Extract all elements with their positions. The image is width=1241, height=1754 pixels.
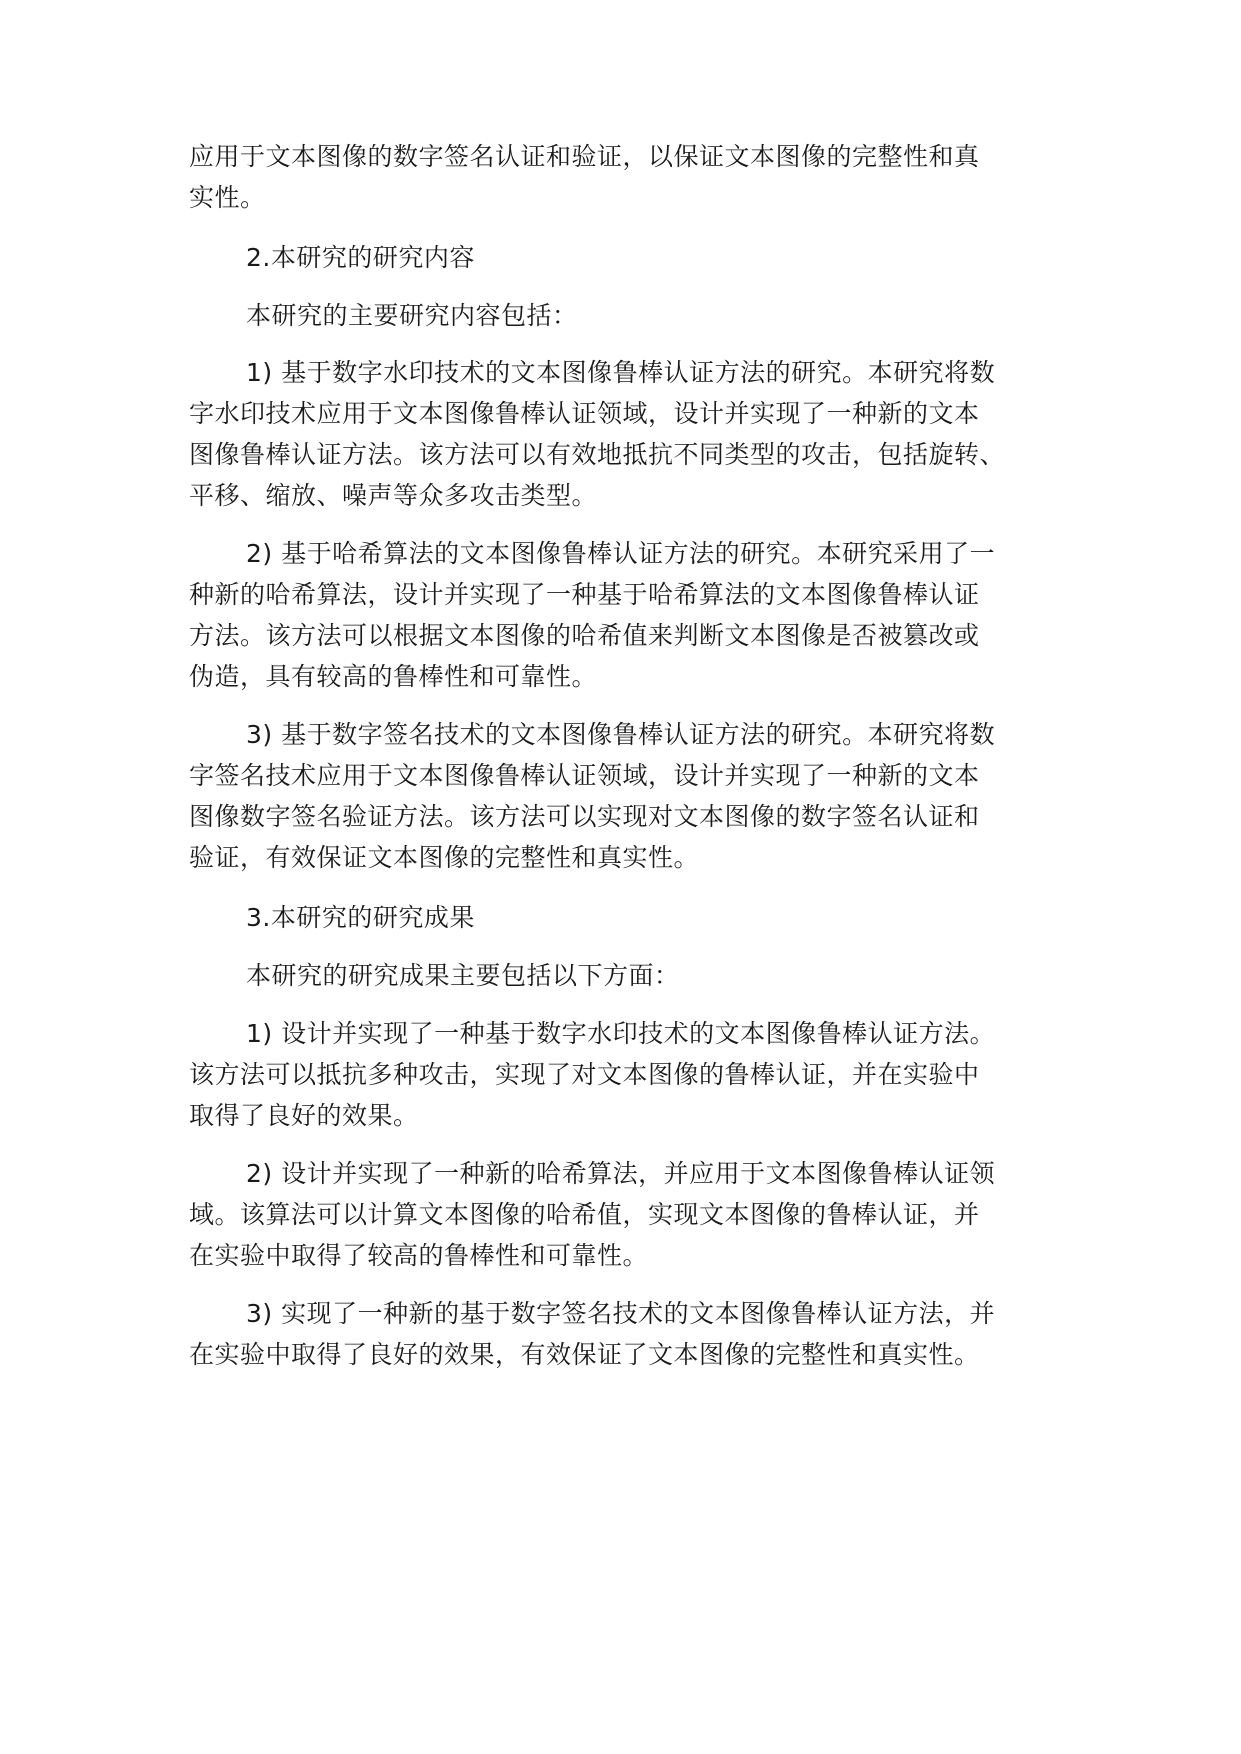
text-line: 在实验中取得了较高的鲁棒性和可靠性。 — [189, 1241, 649, 1270]
text-line: 平移、缩放、噪声等众多攻击类型。 — [189, 481, 598, 510]
text-line: 本研究的研究成果主要包括以下方面： — [246, 961, 680, 990]
list-item-line: 3) 实现了一种新的基于数字签名技术的文本图像鲁棒认证方法，并 — [246, 1299, 996, 1328]
text-line: 图像数字签名验证方法。该方法可以实现对文本图像的数字签名认证和 — [189, 802, 980, 831]
section-heading: 2.本研究的研究内容 — [246, 243, 475, 272]
text-line: 应用于文本图像的数字签名认证和验证，以保证文本图像的完整性和真 — [189, 142, 980, 171]
list-item-line: 2) 基于哈希算法的文本图像鲁棒认证方法的研究。本研究采用了一 — [246, 539, 996, 568]
text-line: 字水印技术应用于文本图像鲁棒认证领域，设计并实现了一种新的文本 — [189, 399, 980, 428]
text-line: 验证，有效保证文本图像的完整性和真实性。 — [189, 843, 700, 872]
text-line: 伪造，具有较高的鲁棒性和可靠性。 — [189, 662, 598, 691]
text-line: 取得了良好的效果。 — [189, 1101, 419, 1130]
text-line: 在实验中取得了良好的效果，有效保证了文本图像的完整性和真实性。 — [189, 1340, 980, 1369]
list-item-line: 3) 基于数字签名技术的文本图像鲁棒认证方法的研究。本研究将数 — [246, 720, 996, 749]
text-line: 图像鲁棒认证方法。该方法可以有效地抵抗不同类型的攻击，包括旋转、 — [189, 440, 1006, 469]
text-line: 字签名技术应用于文本图像鲁棒认证领域，设计并实现了一种新的文本 — [189, 761, 980, 790]
text-line: 实性。 — [189, 183, 266, 212]
list-item-line: 1) 基于数字水印技术的文本图像鲁棒认证方法的研究。本研究将数 — [246, 358, 996, 387]
text-line: 本研究的主要研究内容包括： — [246, 301, 578, 330]
text-line: 种新的哈希算法，设计并实现了一种基于哈希算法的文本图像鲁棒认证 — [189, 580, 980, 609]
text-line: 方法。该方法可以根据文本图像的哈希值来判断文本图像是否被篡改或 — [189, 621, 980, 650]
list-item-line: 1) 设计并实现了一种基于数字水印技术的文本图像鲁棒认证方法。 — [246, 1019, 996, 1048]
list-item-line: 2) 设计并实现了一种新的哈希算法，并应用于文本图像鲁棒认证领 — [246, 1159, 996, 1188]
text-line: 域。该算法可以计算文本图像的哈希值，实现文本图像的鲁棒认证，并 — [189, 1200, 980, 1229]
section-heading: 3.本研究的研究成果 — [246, 903, 475, 932]
text-line: 该方法可以抵抗多种攻击，实现了对文本图像的鲁棒认证，并在实验中 — [189, 1060, 980, 1089]
